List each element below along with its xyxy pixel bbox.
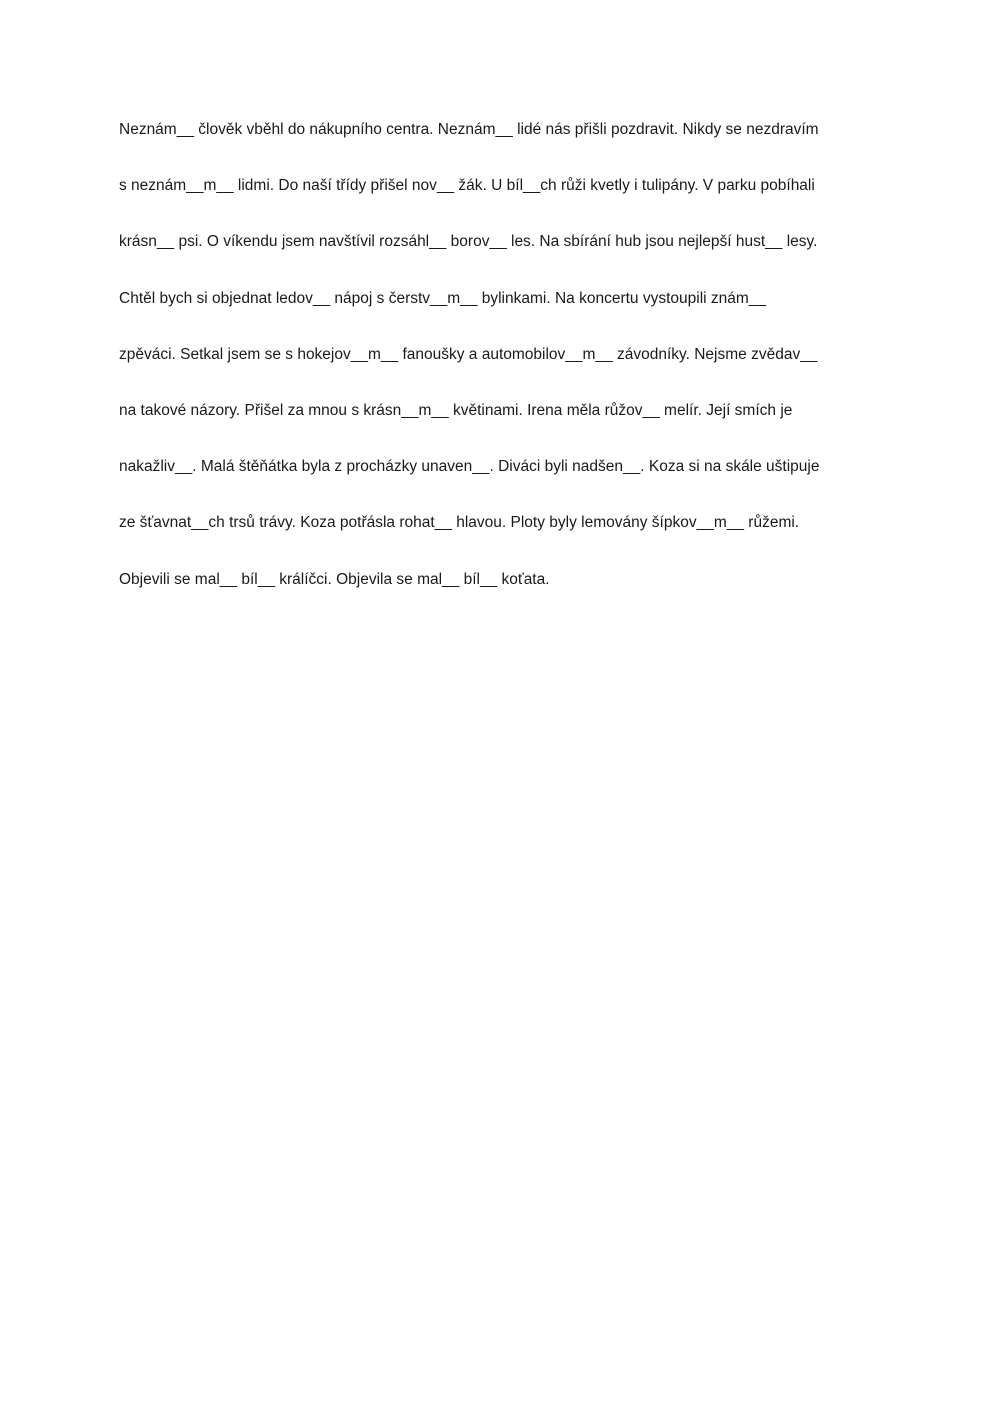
text-line-5: zpěváci. Setkal jsem se s hokejov__m__ fanoušky a automobilov__m__ závodníky. Nejsme zvědav__ [119,345,818,363]
text-line-9: Objevili se mal__ bíl__ králíčci. Objevila se mal__ bíl__ koťata. [119,570,550,588]
text-line-7: nakažliv__. Malá štěňátka byla z procházky unaven__. Diváci byli nadšen__. Koza si na skále uštipuje [119,458,820,476]
text-line-8: ze šťavnat__ch trsů trávy. Koza potřásla rohat__ hlavou. Ploty byly lemovány šípkov__m__ růžemi. [119,514,800,532]
exercise-text [119,116,899,622]
text-line-6: na takové názory. Přišel za mnou s krásn__m__ květinami. Irena měla růžov__ melír. Její smích je [119,401,793,419]
text-line-3: krásn__ psi. O víkendu jsem navštívil rozsáhl__ borov__ les. Na sbírání hub jsou nejlepší hust__ lesy. [119,233,818,251]
text-line-4: Chtěl bych si objednat ledov__ nápoj s čerstv__m__ bylinkami. Na koncertu vystoupili znám__ [119,289,767,307]
text-line-2: s neznám__m__ lidmi. Do naší třídy přišel nov__ žák. U bíl__ch růži kvetly i tulipány. V parku pobíhali [119,177,815,195]
text-line-1: Neznám__ člověk vběhl do nákupního centra. Neznám__ lidé nás přišli pozdravit. Nikdy se nezdravím [119,121,819,138]
